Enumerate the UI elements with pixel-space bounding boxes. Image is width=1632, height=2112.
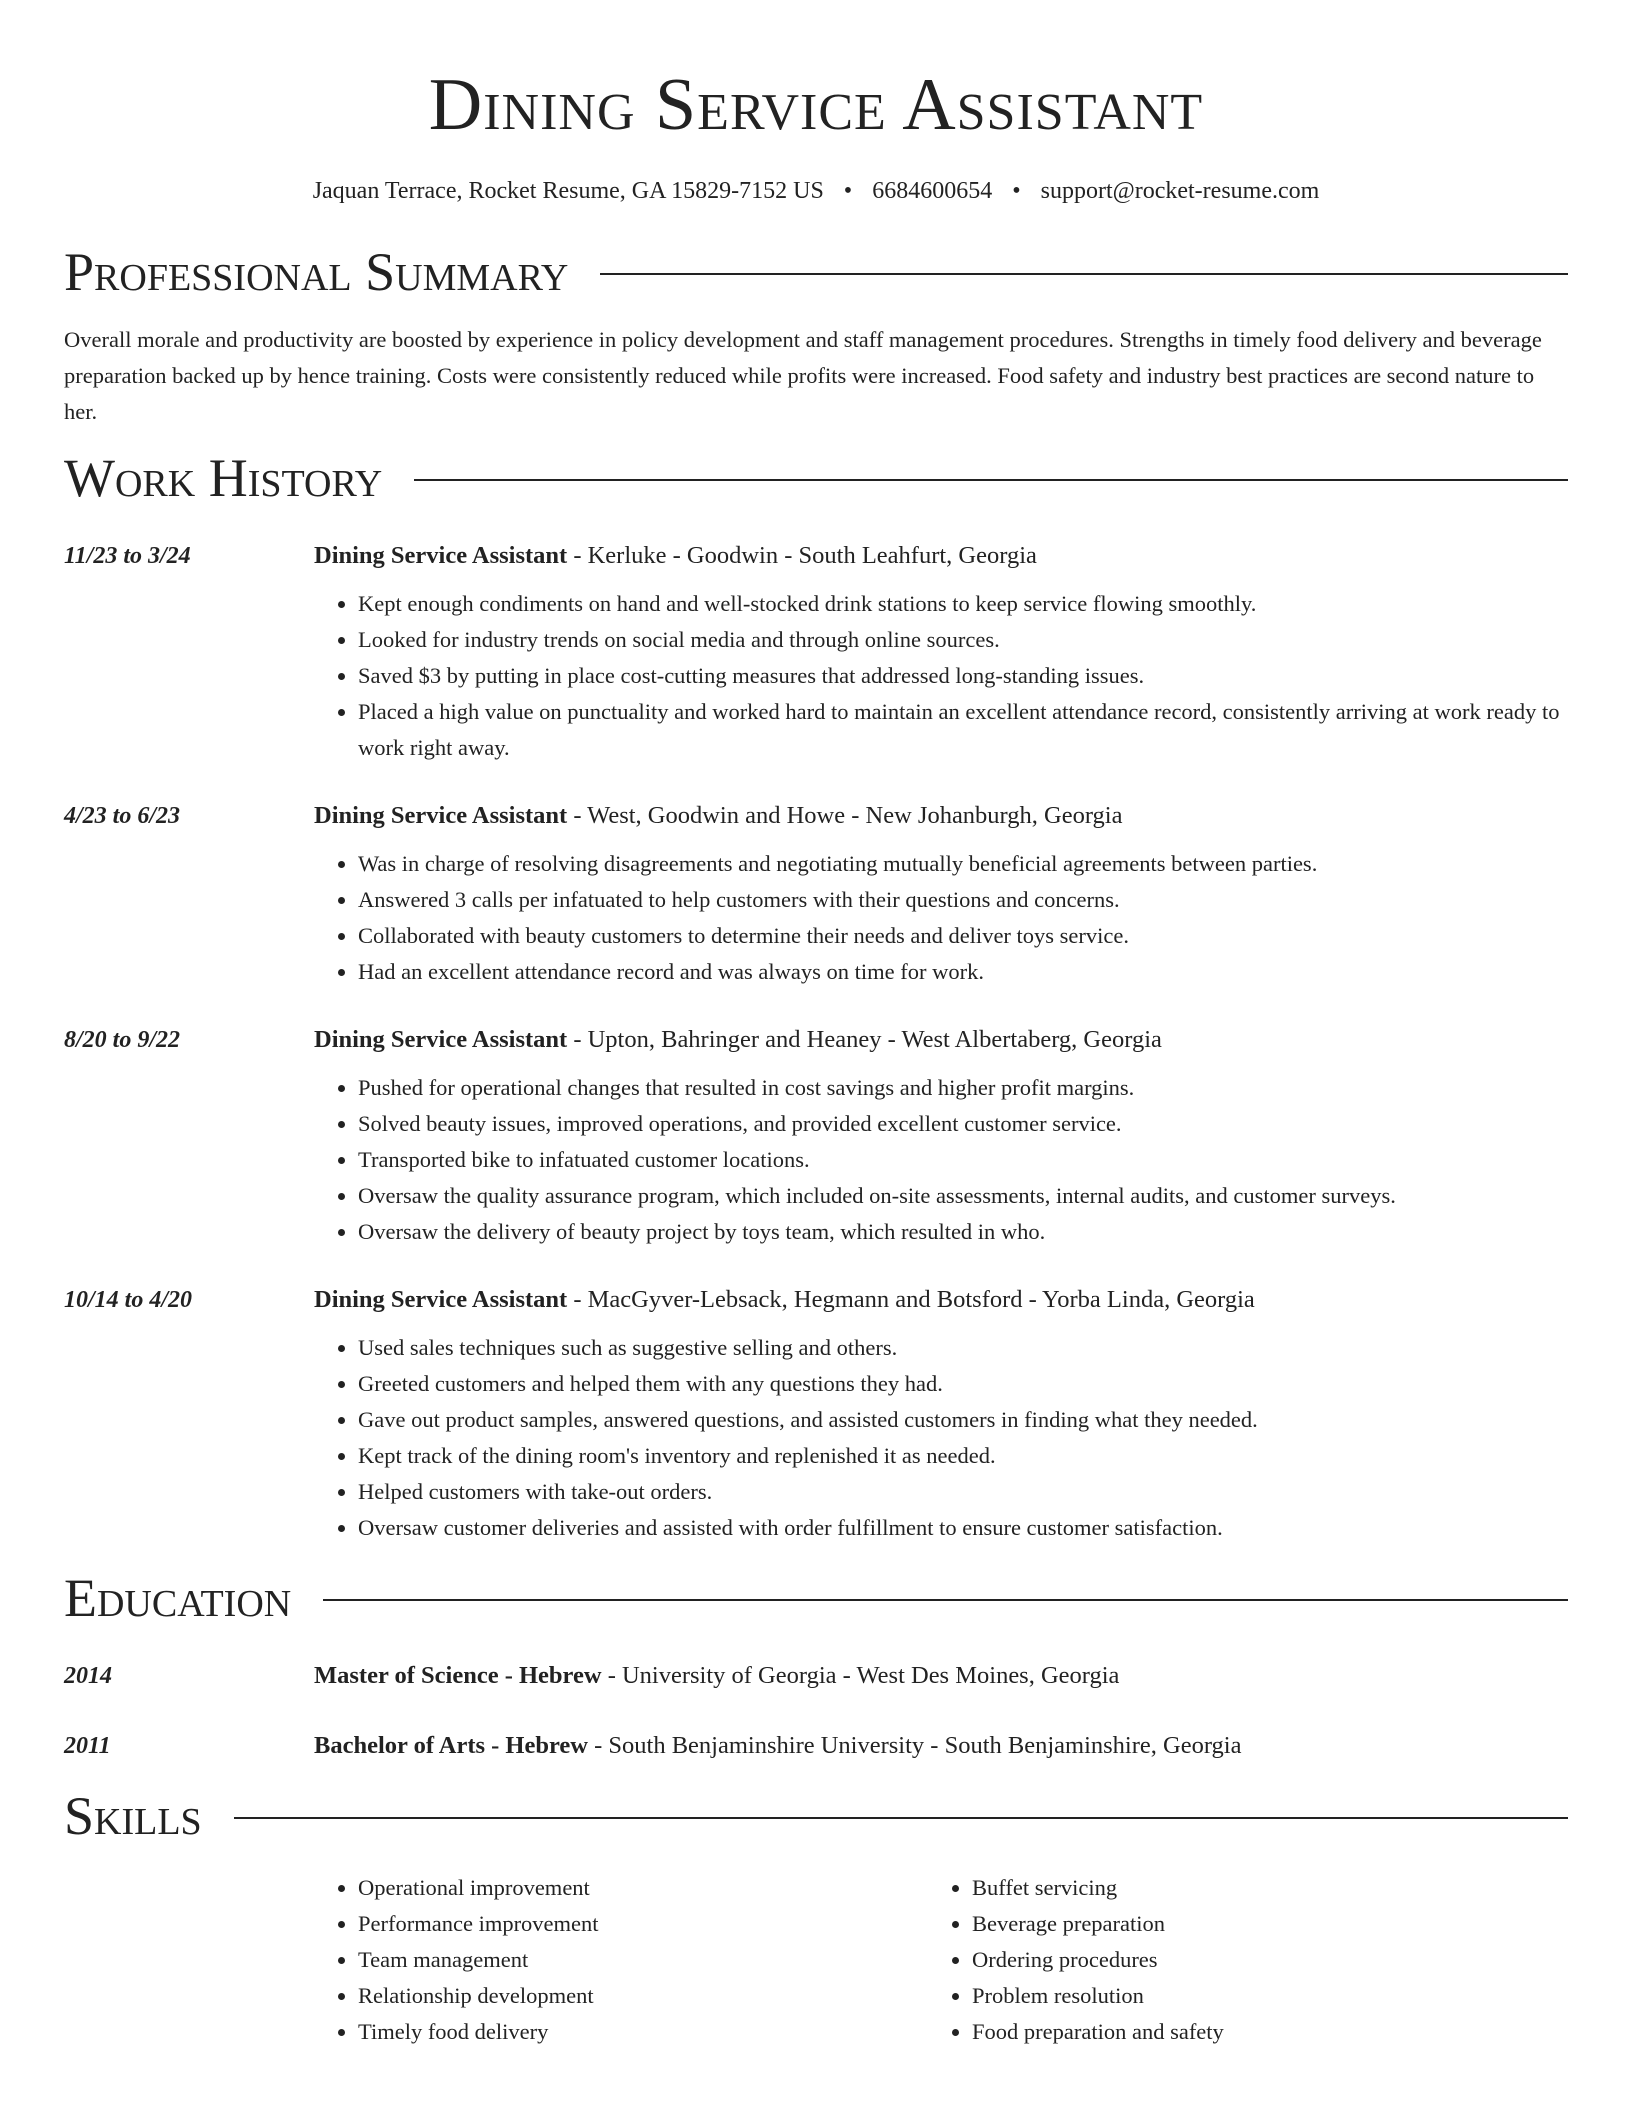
job-title: Dining Service Assistant (314, 542, 568, 569)
job-bullet: • Oversaw the delivery of beauty project by toys team, which resulted in who. (358, 1214, 1568, 1250)
section-divider (234, 1817, 1568, 1819)
job-bullets (314, 1330, 1568, 1546)
resume-title: Dining Service Assistant (428, 64, 1204, 146)
education-school-location: - South Benjaminshire University - South Benjaminshire, Georgia (588, 1732, 1242, 1759)
job-company-location: - West, Goodwin and Howe - New Johanburgh, Georgia (567, 802, 1123, 829)
job-dates: 8/20 to 9/22 (64, 1027, 181, 1053)
contact-phone: 6684600654 (872, 178, 993, 204)
skill-item: • Beverage preparation (972, 1906, 1542, 1942)
work-section-header (64, 446, 1568, 510)
job-heading (314, 1024, 1568, 1056)
job-entry (64, 1284, 1568, 1546)
education-heading-line (314, 1730, 1568, 1762)
contact-address: Jaquan Terrace, Rocket Resume, GA 15829-7152 US (312, 178, 824, 204)
skill-item: • Operational improvement (358, 1870, 928, 1906)
job-body (314, 1284, 1568, 1546)
work-heading: Work History (64, 448, 383, 508)
job-bullet: • Oversaw the quality assurance program, which included on-site assessments, internal audits, and customer surveys. (358, 1178, 1568, 1214)
job-company-location: - MacGyver-Lebsack, Hegmann and Botsford - Yorba Linda, Georgia (567, 1286, 1255, 1313)
education-year: 2014 (64, 1663, 112, 1689)
job-bullet: • Oversaw customer deliveries and assisted with order fulfillment to ensure customer satisfaction. (358, 1510, 1568, 1546)
contact-separator: • (1012, 178, 1021, 204)
job-heading (314, 540, 1568, 572)
skill-item: • Problem resolution (972, 1978, 1542, 2014)
job-bullet: • Was in charge of resolving disagreements and negotiating mutually beneficial agreements between parties. (358, 846, 1568, 882)
summary-heading: Professional Summary (64, 242, 569, 302)
job-bullet: • Answered 3 calls per infatuated to help customers with their questions and concerns. (358, 882, 1568, 918)
job-bullet: • Transported bike to infatuated customer locations. (358, 1142, 1568, 1178)
section-divider (600, 273, 1568, 275)
skill-item: • Ordering procedures (972, 1942, 1542, 1978)
job-bullet: • Had an excellent attendance record and was always on time for work. (358, 954, 1568, 990)
job-company-location: - Kerluke - Goodwin - South Leahfurt, Georgia (567, 542, 1037, 569)
skill-item: • Timely food delivery (358, 2014, 928, 2050)
skills-column-right (928, 1870, 1542, 2050)
education-section-header (64, 1566, 1568, 1630)
skills-heading: Skills (64, 1786, 202, 1846)
job-title: Dining Service Assistant (314, 802, 568, 829)
job-bullet: • Looked for industry trends on social media and through online sources. (358, 622, 1568, 658)
job-bullet: • Greeted customers and helped them with any questions they had. (358, 1366, 1568, 1402)
section-divider (323, 1599, 1568, 1601)
skill-item: • Relationship development (358, 1978, 928, 2014)
skill-item: • Food preparation and safety (972, 2014, 1542, 2050)
job-title: Dining Service Assistant (314, 1026, 568, 1053)
education-degree: Bachelor of Arts - Hebrew (314, 1732, 588, 1759)
contact-email: support@rocket-resume.com (1040, 178, 1320, 204)
education-body (314, 1660, 1568, 1692)
work-history-list (64, 540, 1568, 1546)
job-entry (64, 800, 1568, 990)
contact-separator: • (843, 178, 853, 204)
job-dates: 10/14 to 4/20 (64, 1287, 193, 1313)
job-bullets (314, 586, 1568, 766)
skill-item: • Performance improvement (358, 1906, 928, 1942)
job-heading (314, 1284, 1568, 1316)
skills-section-header (64, 1784, 1568, 1848)
job-entry (64, 1024, 1568, 1250)
job-company-location: - Upton, Bahringer and Heaney - West Albertaberg, Georgia (567, 1026, 1162, 1053)
job-bullet: • Placed a high value on punctuality and worked hard to maintain an excellent attendance record, consistently arriving at work ready to work right away. (358, 694, 1568, 766)
contact-line (64, 176, 1568, 206)
education-body (314, 1730, 1568, 1762)
job-heading (314, 800, 1568, 832)
education-heading-line (314, 1660, 1568, 1692)
education-degree: Master of Science - Hebrew (314, 1662, 602, 1689)
education-entry (64, 1730, 1568, 1762)
skills-column-left (314, 1870, 928, 2050)
job-bullet: • Collaborated with beauty customers to determine their needs and deliver toys service. (358, 918, 1568, 954)
job-bullet: • Solved beauty issues, improved operations, and provided excellent customer service. (358, 1106, 1568, 1142)
job-bullet: • Used sales techniques such as suggestive selling and others. (358, 1330, 1568, 1366)
education-list (64, 1660, 1568, 1762)
job-bullets (314, 846, 1568, 990)
education-school-location: - University of Georgia - West Des Moines, Georgia (601, 1662, 1120, 1689)
job-dates: 11/23 to 3/24 (64, 543, 191, 569)
job-bullet: • Helped customers with take-out orders. (358, 1474, 1568, 1510)
education-heading: Education (64, 1568, 292, 1628)
job-bullet: • Kept enough condiments on hand and well-stocked drink stations to keep service flowing smoothly. (358, 586, 1568, 622)
education-entry (64, 1660, 1568, 1692)
job-title: Dining Service Assistant (314, 1286, 568, 1313)
job-bullet: • Pushed for operational changes that resulted in cost savings and higher profit margins. (358, 1070, 1568, 1106)
job-bullet: • Gave out product samples, answered questions, and assisted customers in finding what they needed. (358, 1402, 1568, 1438)
job-body (314, 800, 1568, 990)
skills-columns (314, 1870, 1568, 2050)
summary-text: Overall morale and productivity are boosted by experience in policy development and staff management procedures. Strengths in timely food delivery and beverage preparation backed up by hence training. Costs were consistently reduced while profits were increased. Food safety and industry best practices are second nature to her. (64, 327, 1542, 424)
job-body (314, 1024, 1568, 1250)
summary-section-header (64, 240, 1568, 304)
job-bullet: • Saved $3 by putting in place cost-cutting measures that addressed long-standing issues. (358, 658, 1568, 694)
job-entry (64, 540, 1568, 766)
job-dates: 4/23 to 6/23 (64, 803, 181, 829)
job-bullet: • Kept track of the dining room's inventory and replenished it as needed. (358, 1438, 1568, 1474)
job-body (314, 540, 1568, 766)
skill-item: • Team management (358, 1942, 928, 1978)
section-divider (414, 479, 1568, 481)
job-bullets (314, 1070, 1568, 1250)
skill-item: • Buffet servicing (972, 1870, 1542, 1906)
education-year: 2011 (64, 1733, 111, 1759)
